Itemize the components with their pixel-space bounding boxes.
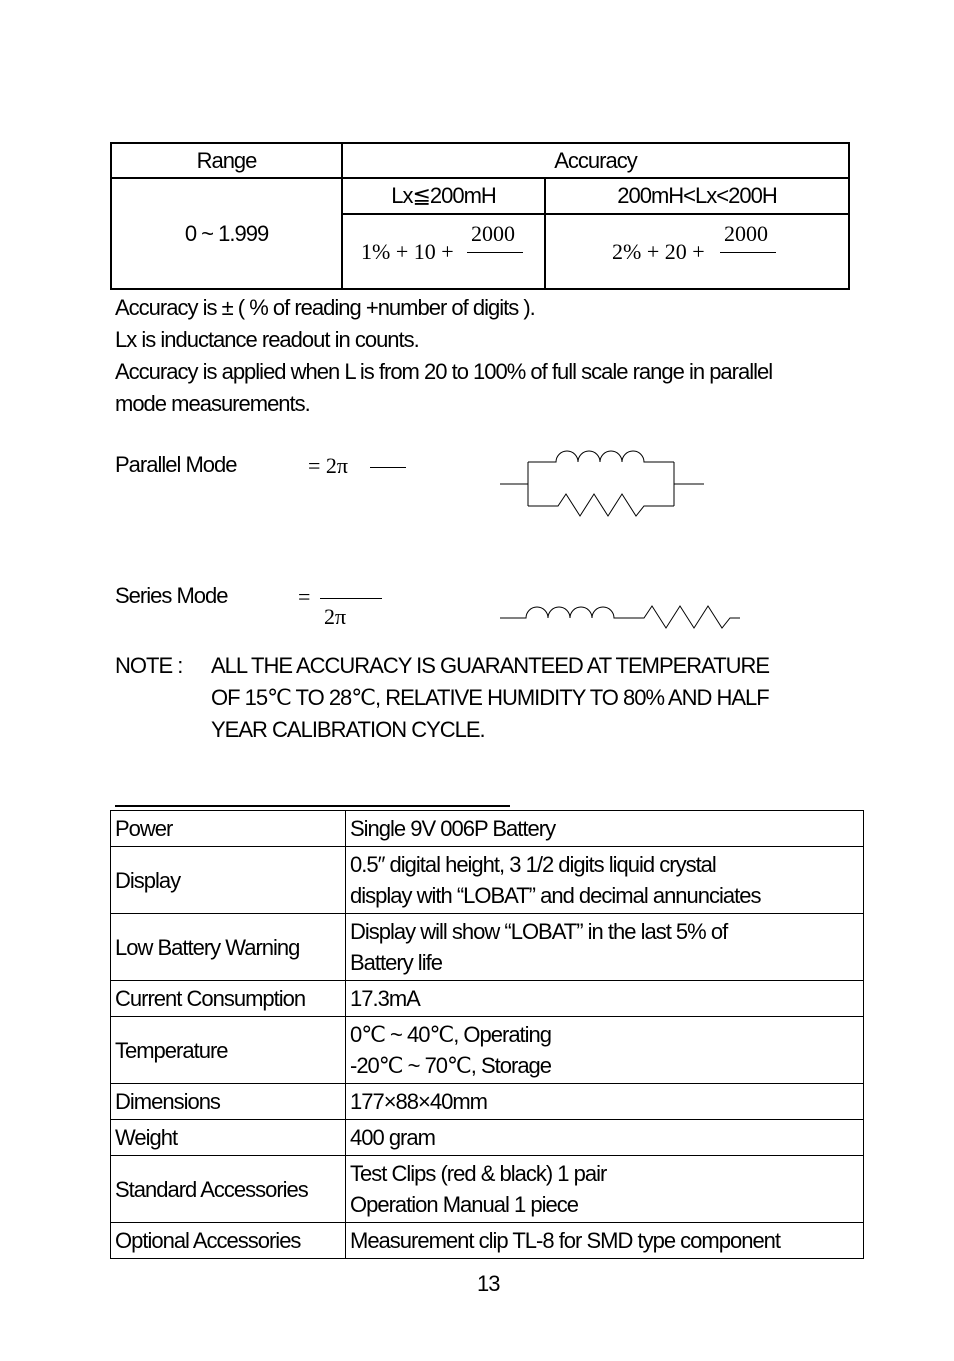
spec-row <box>111 847 864 914</box>
note-label: NOTE : <box>115 653 183 678</box>
spec-key: Optional Accessories <box>111 1223 346 1259</box>
spec-value <box>346 1120 864 1156</box>
fraction-bar <box>320 598 382 599</box>
spec-key: Weight <box>111 1120 346 1156</box>
spec-key: Temperature <box>111 1017 346 1084</box>
spec-value <box>346 1017 864 1084</box>
accuracy-table <box>110 142 850 290</box>
spec-row <box>111 811 864 847</box>
spec-value-line: Single 9V 006P Battery <box>350 816 556 841</box>
spec-key: Low Battery Warning <box>111 914 346 981</box>
spec-value-line: Measurement clip TL-8 for SMD type component <box>350 1228 781 1253</box>
col2-formula-numerator: 2000 <box>724 220 768 246</box>
spec-key: Current Consumption <box>111 981 346 1017</box>
spec-key: Standard Accessories <box>111 1156 346 1223</box>
note-lx: Lx is inductance readout in counts. <box>115 327 419 352</box>
parallel-mode-label: Parallel Mode <box>115 452 237 477</box>
spec-value <box>346 981 864 1017</box>
col2-condition: 200mH<Lx<200H <box>545 178 849 213</box>
col1-formula-numerator: 2000 <box>471 220 515 246</box>
note-line-2: OF 15℃ TO 28℃, RELATIVE HUMIDITY TO 80% AND HALF <box>211 685 769 710</box>
page-number: 13 <box>477 1271 500 1296</box>
col1-formula-prefix: 1% + 10 + <box>361 238 454 264</box>
series-mode-label: Series Mode <box>115 583 228 608</box>
parallel-formula: = 2π <box>308 453 349 478</box>
note-line-1: ALL THE ACCURACY IS GUARANTEED AT TEMPERATURE <box>211 653 770 678</box>
spec-row <box>111 1120 864 1156</box>
spec-value-line: 17.3mA <box>350 986 420 1011</box>
fraction-bar <box>720 252 776 253</box>
spec-value-line: Display will show “LOBAT” in the last 5% of <box>350 919 728 944</box>
spec-value-line: 0.5″ digital height, 3 1/2 digits liquid crystal <box>350 852 716 877</box>
range-value: 0 ~ 1.999 <box>111 178 342 289</box>
spec-key: Display <box>111 847 346 914</box>
spec-value-line: -20℃ ~ 70℃, Storage <box>350 1053 552 1078</box>
series-formula-den: 2π <box>324 604 347 629</box>
spec-value <box>346 1223 864 1259</box>
spec-value-line: 400 gram <box>350 1125 435 1150</box>
col2-formula <box>545 214 849 289</box>
spec-value <box>346 1156 864 1223</box>
range-header: Range <box>111 143 342 178</box>
spec-key: Dimensions <box>111 1084 346 1120</box>
note-mode: mode measurements. <box>115 391 310 416</box>
col2-formula-prefix: 2% + 20 + <box>612 238 705 264</box>
fraction-bar <box>467 252 523 253</box>
note-line-3: YEAR CALIBRATION CYCLE. <box>211 717 485 742</box>
spec-key: Power <box>111 811 346 847</box>
spec-value-line: 0℃ ~ 40℃, Operating <box>350 1022 552 1047</box>
spec-value <box>346 847 864 914</box>
spec-row <box>111 1223 864 1259</box>
spec-value <box>346 914 864 981</box>
spec-value <box>346 811 864 847</box>
spec-value-line: Battery life <box>350 950 442 975</box>
parallel-circuit-diagram <box>500 448 710 520</box>
series-formula-eq: = <box>298 584 311 609</box>
spec-row <box>111 981 864 1017</box>
col1-formula <box>342 214 545 289</box>
spec-value-line: 177×88×40mm <box>350 1089 487 1114</box>
series-circuit-diagram <box>500 596 745 630</box>
col1-condition: Lx≦200mH <box>342 178 545 213</box>
note-accuracy: Accuracy is ± ( % of reading +number of digits ). <box>115 295 535 320</box>
spec-row <box>111 1084 864 1120</box>
fraction-bar <box>370 467 406 468</box>
specification-table <box>110 810 864 1259</box>
spec-value <box>346 1084 864 1120</box>
spec-row <box>111 914 864 981</box>
note-applied: Accuracy is applied when L is from 20 to 100% of full scale range in parallel <box>115 359 773 384</box>
accuracy-header: Accuracy <box>342 143 849 178</box>
spec-value-line: Operation Manual 1 piece <box>350 1192 578 1217</box>
spec-row <box>111 1017 864 1084</box>
spec-value-line: display with “LOBAT” and decimal annunciates <box>350 883 761 908</box>
spec-value-line: Test Clips (red & black) 1 pair <box>350 1161 607 1186</box>
section-divider <box>115 805 510 807</box>
spec-row <box>111 1156 864 1223</box>
